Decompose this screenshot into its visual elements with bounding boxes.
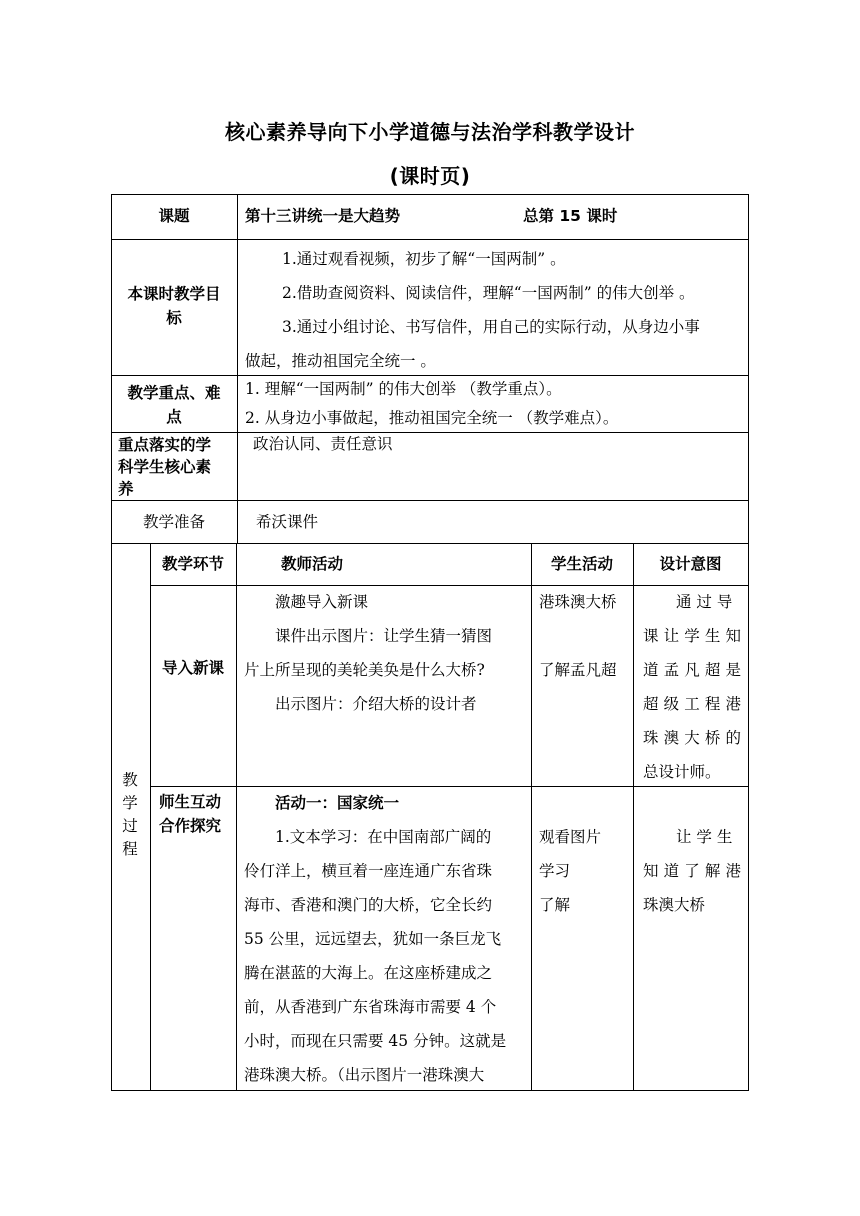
core-literacy-label: 重点落实的学 科学生核心素 养 <box>118 436 212 498</box>
header-stage: 教学环节 <box>161 555 224 573</box>
header-student: 学生活动 <box>550 555 613 573</box>
goals-label: 本课时教学目 标 <box>127 285 221 327</box>
intro-teacher-activity: 激趣导入新课 课件出示图片：让学生猜一猜图 片上所呈现的美轮美奂是什么大桥? 出示图片：介绍大桥的设计者 <box>244 593 493 713</box>
process-label: 教 学 过 程 <box>122 771 138 858</box>
interactive-student-activity: 观看图片 学习 了解 <box>539 828 602 914</box>
intro-design-intent: 通 过 导 课让学生知 道孟凡超是 超级工程港 珠澳大桥的 总设计师。 <box>643 593 741 781</box>
goal-2: 2.借助查阅资料、阅读信件，理解“一国两制” 的伟大创举 。 <box>282 284 695 302</box>
key-points-label: 教学重点、难 点 <box>127 384 221 426</box>
goal-3-cont: 做起，推动祖国完全统一 。 <box>245 352 436 370</box>
goal-3: 3.通过小组讨论、书写信件，用自己的实际行动，从身边小事 <box>282 318 700 336</box>
prep-label: 教学准备 <box>142 513 205 531</box>
topic-label: 课题 <box>158 207 190 225</box>
document-title: 核心素养导向下小学道德与法治学科教学设计 <box>225 120 635 144</box>
lesson-number: 总第 15 课时 <box>523 207 618 225</box>
document-subtitle: (课时页) <box>389 164 471 188</box>
prep-value: 希沃课件 <box>256 513 319 531</box>
stage-intro: 导入新课 <box>161 659 224 677</box>
intro-student-activity: 港珠澳大桥 了解孟凡超 <box>539 593 617 679</box>
goal-1: 1.通过观看视频，初步了解“一国两制” 。 <box>282 250 566 268</box>
header-teacher: 教师活动 <box>281 555 344 573</box>
interactive-design-intent: 让 学 生 知道了解港 珠澳大桥 <box>643 828 741 914</box>
key-point-2: 2. 从身边小事做起，推动祖国完全统一 （教学难点）。 <box>245 409 619 427</box>
key-point-1: 1. 理解“一国两制” 的伟大创举 （教学重点）。 <box>245 380 562 398</box>
stage-interactive: 师生互动 合作探究 <box>159 793 222 835</box>
interactive-teacher-activity: 活动一：国家统一 1.文本学习：在中国南部广阔的 伶仃洋上，横亘着一座连通广东省珠 海市、香港和澳门的大桥，它全长约 55 公里，远远望去，犹如一条巨龙飞 腾在湛蓝的大海上。在这座桥建成之 前，从香港到广东省珠海市需要 4 个 小时，而现在只需要 45 分钟。这就是 港珠澳大桥。（出示图片一港珠澳大 <box>244 794 507 1084</box>
header-design: 设计意图 <box>659 555 722 573</box>
core-literacy-value: 政治认同、责任意识 <box>253 435 393 453</box>
topic-value: 第十三讲统一是大趋势 <box>245 207 401 225</box>
